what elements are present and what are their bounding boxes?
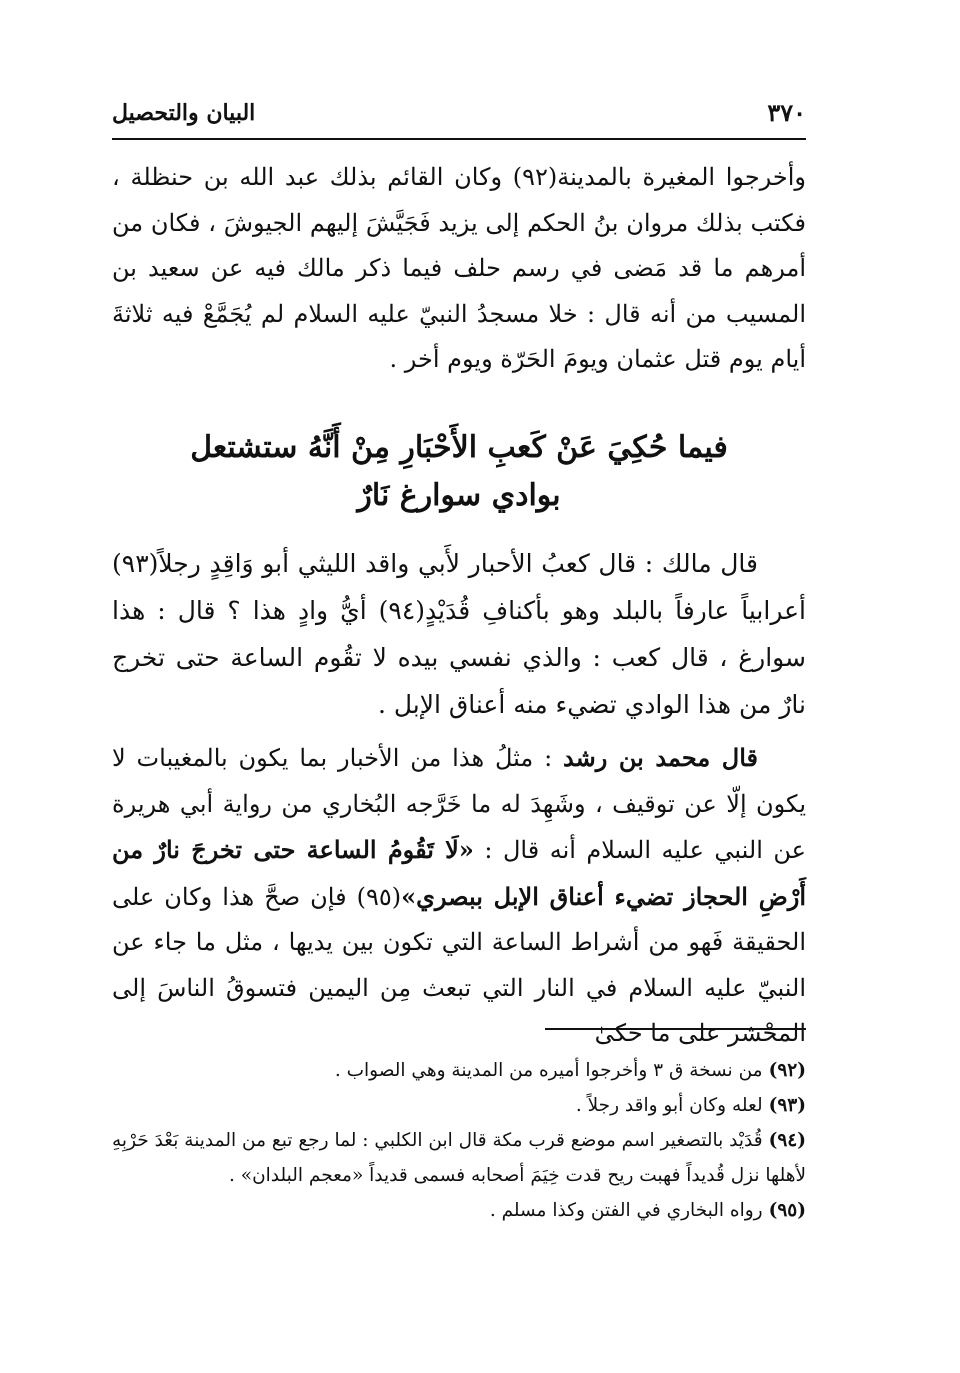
paragraph-2: قال مالك : قال كعبُ الأحبار لأَبي واقد الليثي أبو وَاقِدٍ رجلاً(٩٣) أعرابياً عارفاً بالبلد وهو بأكنافِ قُدَيْدٍ(٩٤) أيُّ وادٍ هذا ؟ قال : هذا سوارغ ، قال كعب : والذي نفسي بيده لا تقُوم الساعة حتى تخرج نارٌ من هذا الوادي تضيء منه أعناق الإبل . (112, 549, 806, 719)
running-header (112, 96, 806, 136)
section-heading (112, 424, 806, 520)
paragraph-3 (112, 735, 806, 1057)
running-title: البيان والتحصيل (112, 100, 256, 126)
footnotes-list (112, 1053, 806, 1228)
footnote-94 (112, 1123, 806, 1193)
footnote-number: (٩٤) (768, 1130, 806, 1151)
footnote-text: رواه البخاري في الفتن وكذا مسلم . (489, 1200, 763, 1221)
header-rule (112, 138, 806, 140)
footnote-number: (٩٥) (768, 1200, 806, 1221)
page-number: ٣٧٠ (767, 98, 806, 127)
paragraph-1: وأخرجوا المغيرة بالمدينة(٩٢) وكان القائم بذلك عبد الله بن حنظلة ، فكتب بذلك مروان بنُ الحكم إلى يزيد فَجَيَّشَ إليهم الجيوشَ ، فكان من أمرهم ما قد مَضى في رسم حلف فيما ذكر مالك فيه عن سعيد بن المسيب من أنه قال : خلا مسجدُ النبيّ عليه السلام لم يُجَمَّعْ فيه ثلاثةَ أيام يوم قتل عثمان ويومَ الحَرّة ويوم أخر . (112, 163, 807, 373)
footnote-95 (112, 1193, 806, 1228)
paragraph-3-lead: قال محمد بن رشد (563, 743, 758, 772)
hadith-quote: «لَا تَقُومُ الساعة حتى تخرجَ نارٌ من أَرْضِ الحجاز تضيء أعناق الإبل ببصري» (112, 835, 806, 911)
footnote-number: (٩٢) (768, 1060, 806, 1081)
paragraph-3-text-b: (٩٥) فإن صحَّ هذا وكان على الحقيقة فَهو من أشراط الساعة التي تكون بين يديها ، مثل ما جاء عن النبيّ عليه السلام في النار التي تبعث مِن اليمين فتسوقُ الناسَ إلى المحْشر على ما حكىٰ (112, 882, 807, 1047)
footnote-text: لعله وكان أبو واقد رجلاً . (575, 1095, 763, 1116)
footnote-rule (545, 1028, 806, 1030)
section-heading-line-2: بوادي سوارغ نَارٌ (357, 478, 561, 513)
footnote-number: (٩٣) (768, 1095, 806, 1116)
footnote-text: من نسخة ق ٣ وأخرجوا أميره من المدينة وهي الصواب . (334, 1060, 763, 1081)
footnote-text: قُدَيْد بالتصغير اسم موضع قرب مكة قال ابن الكلبي : لما رجع تبع من المدينة بَعْدَ حَرْبِهِ لأهلها نزل قُديداً فهبت ريح قدت خِيَمَ أصحابه فسمى قديداً «معجم البلدان» . (112, 1130, 806, 1186)
paragraph-3-text-a: : مثلُ هذا من الأخبار بما يكون بالمغيبات لا يكون إلّا عن توقيف ، وشَهِدَ له ما خَرَّجه البُخاري من رواية أبي هريرة عن النبي عليه السلام أنه قال : (112, 744, 806, 864)
section-heading-line-1: فيما حُكِيَ عَنْ كَعبِ الأَحْبَارِ مِنْ أَنَّهُ ستشتعل (190, 430, 728, 465)
footnote-92 (112, 1053, 806, 1088)
footnote-93 (112, 1088, 806, 1123)
